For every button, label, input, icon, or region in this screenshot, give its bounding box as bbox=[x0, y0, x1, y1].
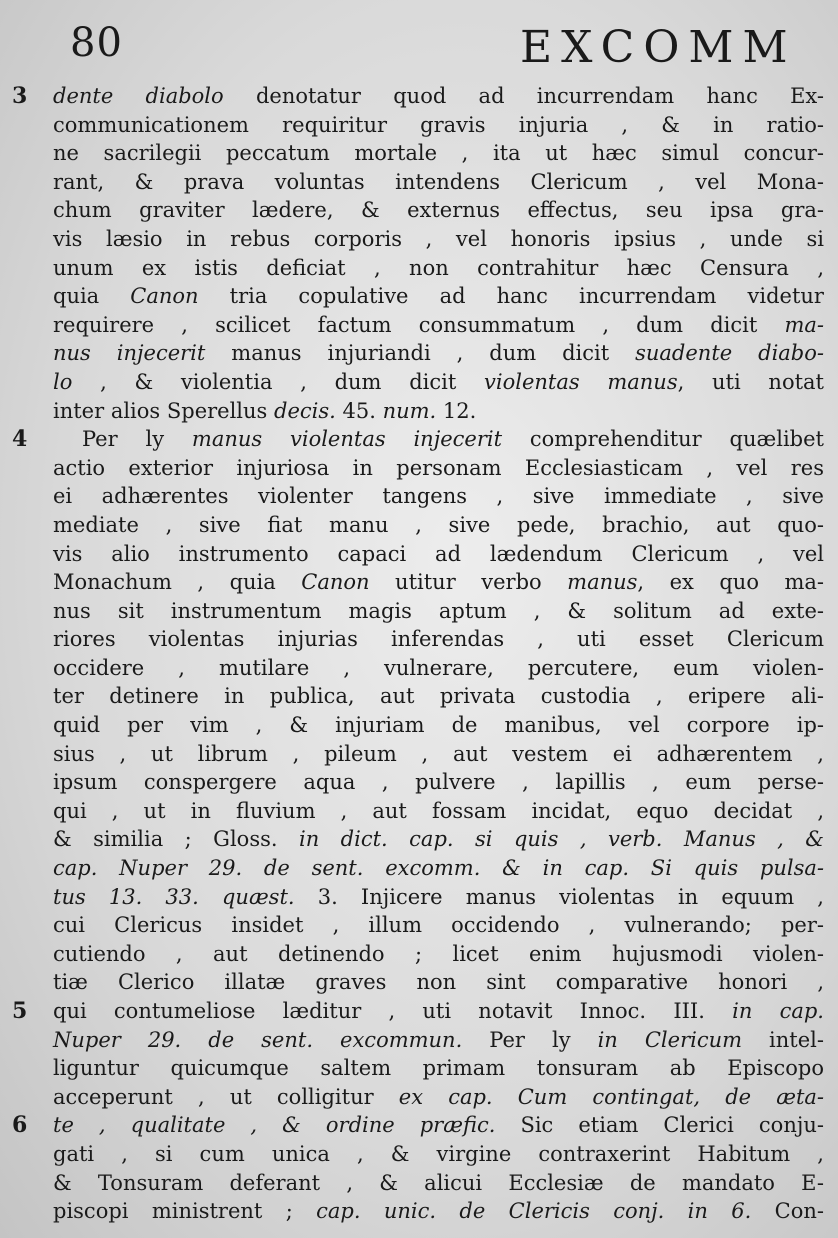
text-line bbox=[40, 854, 830, 883]
italic-text: ex cap. Cum contingat, de æta- bbox=[398, 1084, 824, 1109]
text-line bbox=[40, 682, 830, 711]
text-segment: 12. bbox=[436, 398, 477, 423]
text-line bbox=[40, 911, 830, 940]
text-line bbox=[40, 368, 830, 397]
text-segment: ter detinere in publica, aut privata custodia , eripere ali- bbox=[53, 684, 824, 709]
text-line bbox=[40, 768, 830, 797]
text-line bbox=[12, 82, 830, 111]
italic-text: dente diabolo bbox=[53, 84, 224, 108]
text-segment: Sic etiam Clerici conju- bbox=[495, 1113, 824, 1138]
text-segment: nus sit instrumentum magis aptum , & solitum ad exte- bbox=[53, 598, 824, 623]
text-segment: quia bbox=[53, 284, 131, 309]
italic-text: in cap. bbox=[732, 999, 824, 1023]
italic-text: Canon bbox=[130, 284, 199, 309]
text-line bbox=[12, 1111, 830, 1140]
text-segment: rant, & prava voluntas intendens Clericum , vel Mona- bbox=[53, 169, 824, 194]
text-segment: sius , ut librum , pileum , aut vestem ei adhærentem , bbox=[53, 741, 824, 766]
text-segment: comprehenditur quælibet bbox=[502, 427, 824, 452]
text-line bbox=[40, 225, 830, 254]
text-segment: vis alio instrumento capaci ad lædendum Clericum , vel bbox=[53, 541, 824, 566]
text-segment: ipsum conspergere aqua , pulvere , lapillis , eum perse- bbox=[53, 770, 824, 795]
text-segment: & similia ; Gloss. bbox=[53, 827, 299, 852]
text-segment: actio exterior injuriosa in personam Ecclesiasticam , vel res bbox=[53, 455, 824, 480]
text-segment: & Tonsuram deferant , & alicui Ecclesiæ de mandato E- bbox=[53, 1170, 824, 1195]
text-line bbox=[40, 139, 830, 168]
text-segment: acceperunt , ut colligitur bbox=[53, 1084, 399, 1109]
text-line bbox=[40, 1169, 830, 1198]
text-segment: Per ly bbox=[462, 1027, 598, 1052]
text-line bbox=[40, 254, 830, 283]
text-segment: qui contumeliose læditur , uti notavit Innoc. III. bbox=[53, 999, 733, 1023]
text-line bbox=[12, 997, 830, 1026]
text-line bbox=[40, 625, 830, 654]
text-segment: cui Clericus insidet , illum occidendo , vulnerando; per- bbox=[53, 913, 824, 938]
text-line bbox=[40, 711, 830, 740]
text-line bbox=[40, 1140, 830, 1169]
text-line bbox=[40, 597, 830, 626]
text-line bbox=[40, 740, 830, 769]
text-line bbox=[40, 940, 830, 969]
italic-text: suadente diabo- bbox=[635, 341, 824, 366]
text-line bbox=[40, 1054, 830, 1083]
text-segment: tiæ Clerico illatæ graves non sint comparative honori , bbox=[53, 970, 824, 995]
text-line bbox=[40, 339, 830, 368]
text-segment: 45. bbox=[335, 398, 383, 423]
text-line bbox=[40, 654, 830, 683]
italic-text: Canon bbox=[301, 570, 370, 595]
italic-text: ma- bbox=[784, 312, 824, 337]
text-segment: tria copulative ad hanc incurrendam videtur bbox=[198, 284, 824, 309]
text-line bbox=[40, 825, 830, 854]
text-line bbox=[40, 883, 830, 912]
text-segment: quid per vim , & injuriam de manibus, vel corpore ip- bbox=[53, 713, 824, 738]
text-segment: Per ly bbox=[82, 427, 192, 452]
margin-number: 4 bbox=[12, 426, 28, 453]
italic-text: te , qualitate , & ordine præfic. bbox=[53, 1113, 496, 1138]
text-segment: , ex quo ma- bbox=[637, 570, 824, 595]
text-segment: requirere , scilicet factum consummatum , dum dicit bbox=[53, 312, 785, 337]
text-segment: liguntur quicumque saltem primam tonsuram ab Episcopo bbox=[53, 1056, 824, 1081]
text-line bbox=[40, 540, 830, 569]
italic-text: manus violentas injecerit bbox=[191, 427, 503, 452]
text-line bbox=[40, 482, 830, 511]
italic-text: decis. bbox=[274, 398, 336, 423]
italic-text: lo bbox=[53, 369, 73, 394]
text-segment: piscopi ministrent ; bbox=[53, 1199, 317, 1224]
text-line bbox=[40, 311, 830, 340]
text-segment: communicationem requiritur gravis injuria , & in ratio- bbox=[53, 112, 824, 137]
text-segment: , & violentia , dum dicit bbox=[72, 369, 484, 394]
text-line bbox=[40, 968, 830, 997]
text-segment: vis læsio in rebus corporis , vel honoris ipsius , unde si bbox=[53, 226, 824, 251]
page-header bbox=[0, 18, 838, 78]
text-segment: , uti notat bbox=[677, 369, 824, 394]
text-segment: mediate , sive fiat manu , sive pede, brachio, aut quo- bbox=[53, 512, 824, 537]
text-segment: occidere , mutilare , vulnerare, percutere, eum violen- bbox=[53, 655, 824, 680]
text-line bbox=[40, 196, 830, 225]
text-segment: ne sacrilegii peccatum mortale , ita ut hæc simul concur- bbox=[53, 141, 824, 166]
text-segment: manus injuriandi , dum dicit bbox=[205, 341, 636, 366]
italic-text: in dict. cap. si quis , verb. Manus , & bbox=[299, 827, 824, 852]
text-segment: denotatur quod ad incurrendam hanc Ex- bbox=[223, 84, 825, 108]
text-line bbox=[40, 568, 830, 597]
italic-text: cap. Nuper 29. de sent. excomm. & in cap. Si quis pulsa- bbox=[53, 856, 824, 881]
italic-text: tus 13. 33. quæst. bbox=[53, 884, 295, 909]
text-segment: gati , si cum unica , & virgine contraxerint Habitum , bbox=[53, 1141, 824, 1166]
italic-text: nus injecerit bbox=[53, 341, 206, 366]
text-segment: ei adhærentes violenter tangens , sive immediate , sive bbox=[53, 484, 824, 509]
margin-number: 5 bbox=[12, 998, 28, 1024]
text-line bbox=[12, 425, 830, 454]
text-segment: 3. Injicere manus violentas in equum , bbox=[294, 884, 824, 909]
text-line bbox=[40, 454, 830, 483]
italic-text: Nuper 29. de sent. excommun. bbox=[53, 1027, 463, 1052]
text-segment: inter alios Sperellus bbox=[53, 398, 275, 423]
text-segment: Monachum , quia bbox=[53, 570, 302, 595]
text-line bbox=[40, 511, 830, 540]
text-line bbox=[40, 1197, 830, 1226]
body-text bbox=[12, 82, 830, 1226]
text-line bbox=[40, 168, 830, 197]
margin-number: 3 bbox=[12, 83, 28, 109]
italic-text: violentas manus bbox=[484, 369, 678, 394]
text-segment: riores violentas injurias inferendas , uti esset Clericum bbox=[53, 627, 824, 652]
running-head: EXCOMM bbox=[520, 22, 797, 73]
text-segment: utitur verbo bbox=[369, 570, 568, 595]
italic-text: in Clericum bbox=[597, 1027, 743, 1052]
italic-text: manus bbox=[567, 570, 638, 595]
text-line bbox=[40, 282, 830, 311]
text-segment: unum ex istis deficiat , non contrahitur hæc Censura , bbox=[53, 255, 824, 280]
text-segment: cutiendo , aut detinendo ; licet enim hujusmodi violen- bbox=[53, 941, 824, 966]
text-segment: intel- bbox=[742, 1027, 824, 1052]
text-segment: Con- bbox=[751, 1199, 824, 1224]
page-number: 80 bbox=[70, 20, 123, 66]
italic-text: cap. unic. de Clericis conj. in 6. bbox=[316, 1199, 752, 1224]
italic-text: num. bbox=[382, 398, 437, 423]
margin-number: 6 bbox=[12, 1112, 28, 1139]
text-line bbox=[40, 1083, 830, 1112]
text-line bbox=[40, 111, 830, 140]
text-line bbox=[40, 1026, 830, 1055]
text-segment: chum graviter lædere, & externus effectus, seu ipsa gra- bbox=[53, 198, 824, 223]
text-line bbox=[40, 797, 830, 826]
text-line bbox=[40, 397, 830, 426]
text-segment: qui , ut in fluvium , aut fossam incidat, equo decidat , bbox=[53, 798, 824, 823]
